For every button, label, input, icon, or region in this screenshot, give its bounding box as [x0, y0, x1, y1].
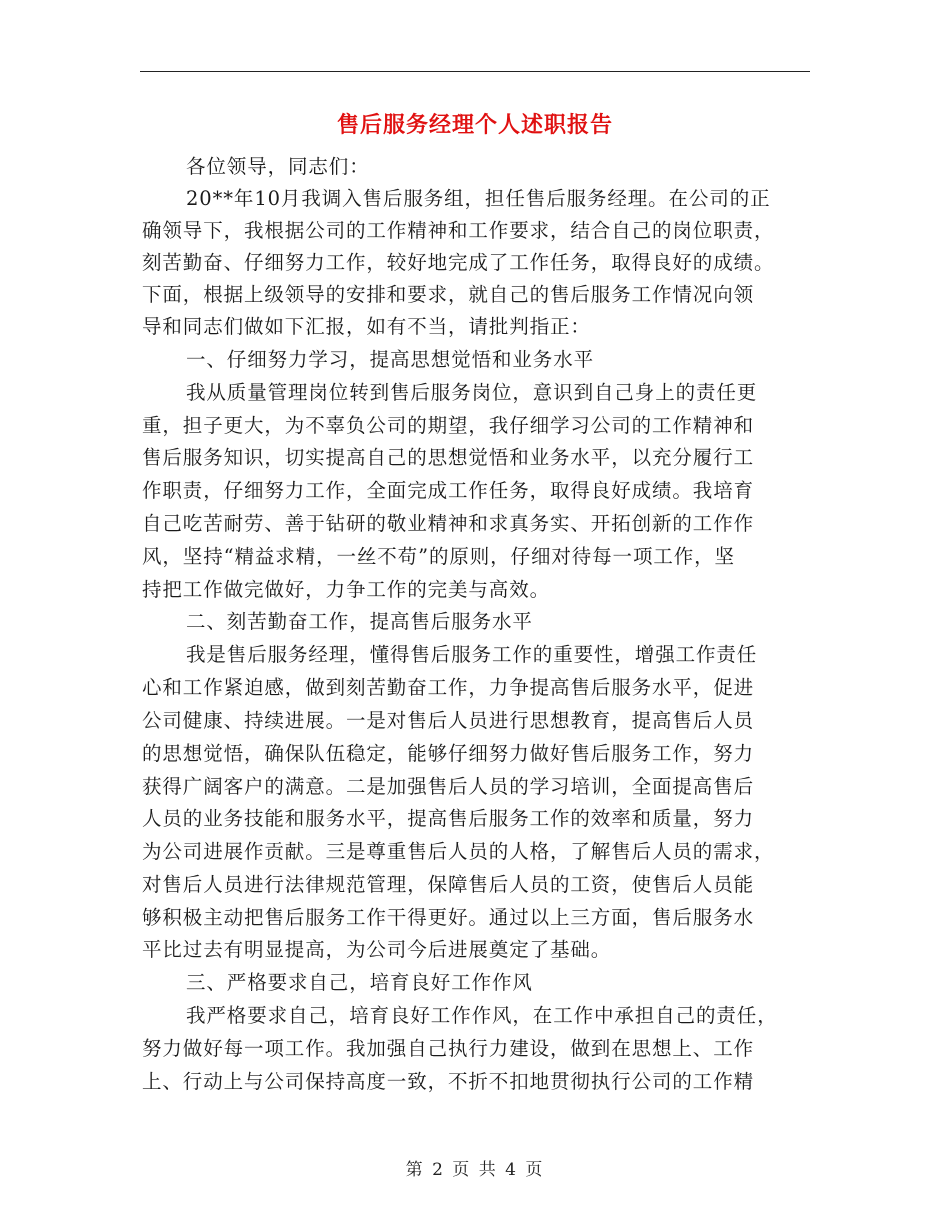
body-line: 努力做好每一项工作。我加强自己执行力建设，做到在思想上、工作 — [142, 1037, 755, 1060]
body-line: 平比过去有明显提高，为公司今后进展奠定了基础。 — [142, 938, 612, 961]
body-line: 心和工作紧迫感，做到刻苦勤奋工作，力争提高售后服务水平，促进 — [142, 676, 755, 699]
body-line: 导和同志们做如下汇报，如有不当，请批判指正： — [142, 315, 591, 338]
body-line: 的思想觉悟，确保队伍稳定，能够仔细努力做好售后服务工作，努力 — [142, 742, 755, 765]
body-line: 获得广阔客户的满意。二是加强售后人员的学习培训，全面提高售后 — [142, 775, 755, 798]
body-line: 刻苦勤奋、仔细努力工作，较好地完成了工作任务，取得良好的成绩。 — [142, 251, 775, 274]
body-line: 为公司进展作贡献。三是尊重售后人员的人格，了解售后人员的需求， — [142, 840, 775, 863]
header-rule — [140, 71, 810, 72]
body-line: 公司健康、持续进展。一是对售后人员进行思想教育，提高售后人员 — [142, 709, 755, 732]
body-line: 下面，根据上级领导的安排和要求，就自己的售后服务工作情况向领 — [142, 283, 755, 306]
salutation-line: 各位领导，同志们： — [186, 155, 370, 178]
body-line: 售后服务知识，切实提高自己的思想觉悟和业务水平，以充分履行工 — [142, 446, 755, 469]
body-line: 重，担子更大，为不辜负公司的期望，我仔细学习公司的工作精神和 — [142, 414, 755, 437]
body-line: 确领导下，我根据公司的工作精神和工作要求，结合自己的岗位职责， — [142, 219, 775, 242]
page-number: 第 2 页 共 4 页 — [405, 1160, 545, 1180]
body-line: 我严格要求自己，培育良好工作作风，在工作中承担自己的责任， — [186, 1004, 778, 1027]
section-heading-3: 三、严格要求自己，培育良好工作作风 — [186, 971, 533, 994]
body-line: 上、行动上与公司保持高度一致，不折不扣地贯彻执行公司的工作精 — [142, 1070, 755, 1093]
section-heading-2: 二、刻苦勤奋工作，提高售后服务水平 — [186, 610, 533, 633]
section-heading-1: 一、仔细努力学习，提高思想觉悟和业务水平 — [186, 348, 595, 371]
body-line: 够积极主动把售后服务工作干得更好。通过以上三方面，售后服务水 — [142, 906, 755, 929]
body-line: 作职责，仔细努力工作，全面完成工作任务，取得良好成绩。我培育 — [142, 479, 755, 502]
body-line: 自己吃苦耐劳、善于钻研的敬业精神和求真务实、开拓创新的工作作 — [142, 512, 755, 535]
body-line: 人员的业务技能和服务水平，提高售后服务工作的效率和质量，努力 — [142, 807, 755, 830]
body-line: 我是售后服务经理，懂得售后服务工作的重要性，增强工作责任 — [186, 643, 758, 666]
body-line: 对售后人员进行法律规范管理，保障售后人员的工资，使售后人员能 — [142, 873, 755, 896]
body-line: 风，坚持“精益求精，一丝不苟”的原则，仔细对待每一项工作，坚 — [142, 545, 735, 568]
body-line: 持把工作做完做好，力争工作的完美与高效。 — [142, 578, 551, 601]
body-line: 我从质量管理岗位转到售后服务岗位，意识到自己身上的责任更 — [186, 381, 758, 404]
body-line: 20**年10月我调入售后服务组，担任售后服务经理。在公司的正 — [186, 187, 771, 210]
document-title: 售后服务经理个人述职报告 — [336, 113, 613, 138]
